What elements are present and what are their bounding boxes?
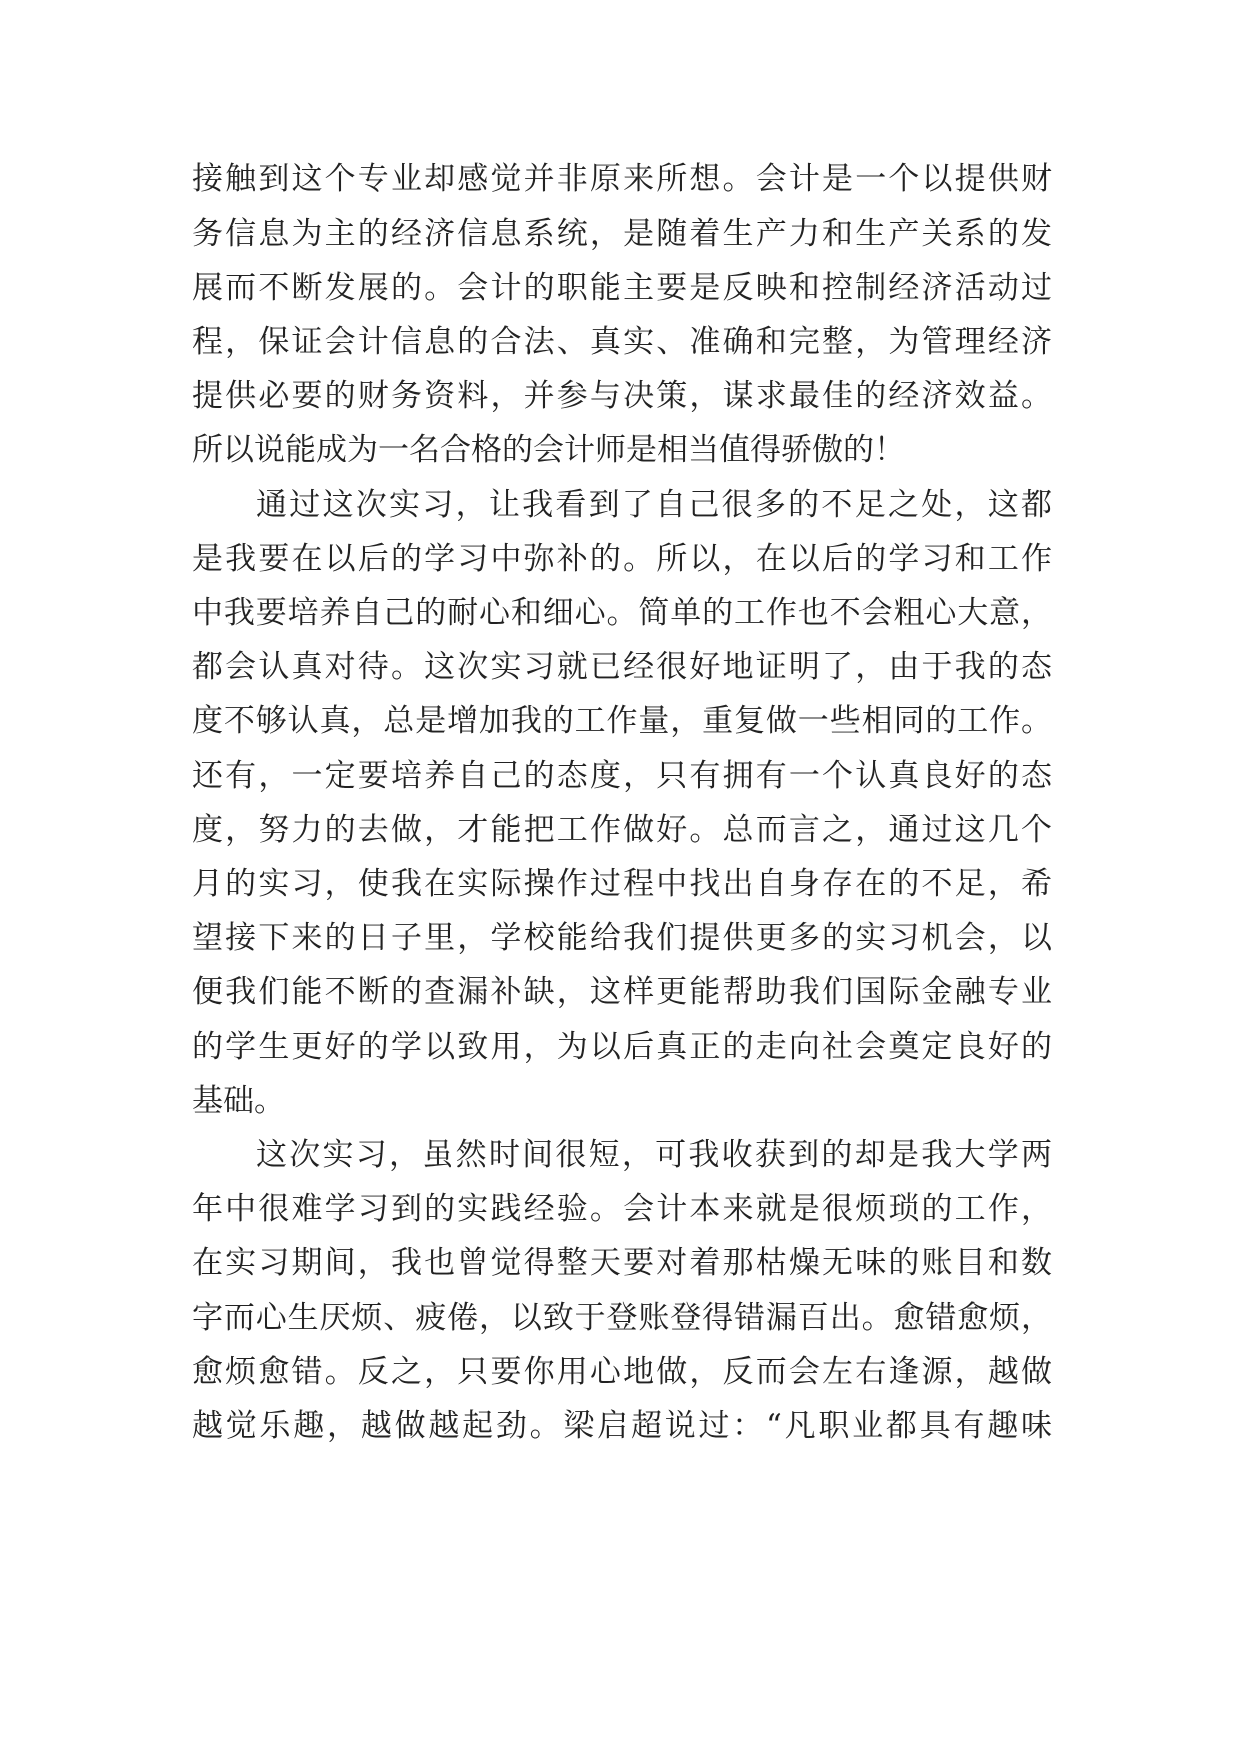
paragraph-3-line-1: 这次实习，虽然时间很短，可我收获到的却是我大学两 bbox=[256, 1137, 1052, 1173]
paragraph-3-line-4: 字而心生厌烦、疲倦，以致于登账登得错漏百出。愈错愈烦， bbox=[192, 1300, 1052, 1336]
paragraph-2-line-5: 度不够认真，总是增加我的工作量，重复做一些相同的工作。 bbox=[192, 703, 1052, 739]
paragraph-2-line-4: 都会认真对待。这次实习就已经很好地证明了，由于我的态 bbox=[192, 649, 1052, 685]
paragraph-2-line-7: 度，努力的去做，才能把工作做好。总而言之，通过这几个 bbox=[192, 812, 1052, 848]
paragraph-2-line-2: 是我要在以后的学习中弥补的。所以，在以后的学习和工作 bbox=[192, 541, 1052, 577]
paragraph-3-line-6: 越觉乐趣，越做越起劲。梁启超说过：“凡职业都具有趣味 bbox=[192, 1408, 1052, 1444]
paragraph-1-line-6: 所以说能成为一名合格的会计师是相当值得骄傲的！ bbox=[192, 432, 905, 468]
paragraph-2-line-10: 便我们能不断的查漏补缺，这样更能帮助我们国际金融专业 bbox=[192, 974, 1052, 1010]
paragraph-2-line-1: 通过这次实习，让我看到了自己很多的不足之处，这都 bbox=[256, 487, 1052, 523]
paragraph-3-line-3: 在实习期间，我也曾觉得整天要对着那枯燥无味的账目和数 bbox=[192, 1245, 1052, 1281]
paragraph-2-line-11: 的学生更好的学以致用，为以后真正的走向社会奠定良好的 bbox=[192, 1029, 1052, 1065]
paragraph-2-line-8: 月的实习，使我在实际操作过程中找出自身存在的不足，希 bbox=[192, 866, 1052, 902]
paragraph-2-line-9: 望接下来的日子里，学校能给我们提供更多的实习机会，以 bbox=[192, 920, 1052, 956]
paragraph-3-line-2: 年中很难学习到的实践经验。会计本来就是很烦琐的工作， bbox=[192, 1191, 1052, 1227]
paragraph-1-line-4: 程，保证会计信息的合法、真实、准确和完整，为管理经济 bbox=[192, 324, 1052, 360]
paragraph-2-line-6: 还有，一定要培养自己的态度，只有拥有一个认真良好的态 bbox=[192, 758, 1052, 794]
paragraph-1-line-5: 提供必要的财务资料，并参与决策，谋求最佳的经济效益。 bbox=[192, 378, 1052, 414]
paragraph-1-line-2: 务信息为主的经济信息系统，是随着生产力和生产关系的发 bbox=[192, 216, 1052, 252]
paragraph-2-line-12: 基础。 bbox=[192, 1083, 285, 1119]
paragraph-1-line-1: 接触到这个专业却感觉并非原来所想。会计是一个以提供财 bbox=[192, 161, 1052, 197]
paragraph-2-line-3: 中我要培养自己的耐心和细心。简单的工作也不会粗心大意， bbox=[192, 595, 1052, 631]
paragraph-3-line-5: 愈烦愈错。反之，只要你用心地做，反而会左右逢源，越做 bbox=[192, 1354, 1052, 1390]
paragraph-1-line-3: 展而不断发展的。会计的职能主要是反映和控制经济活动过 bbox=[192, 270, 1052, 306]
